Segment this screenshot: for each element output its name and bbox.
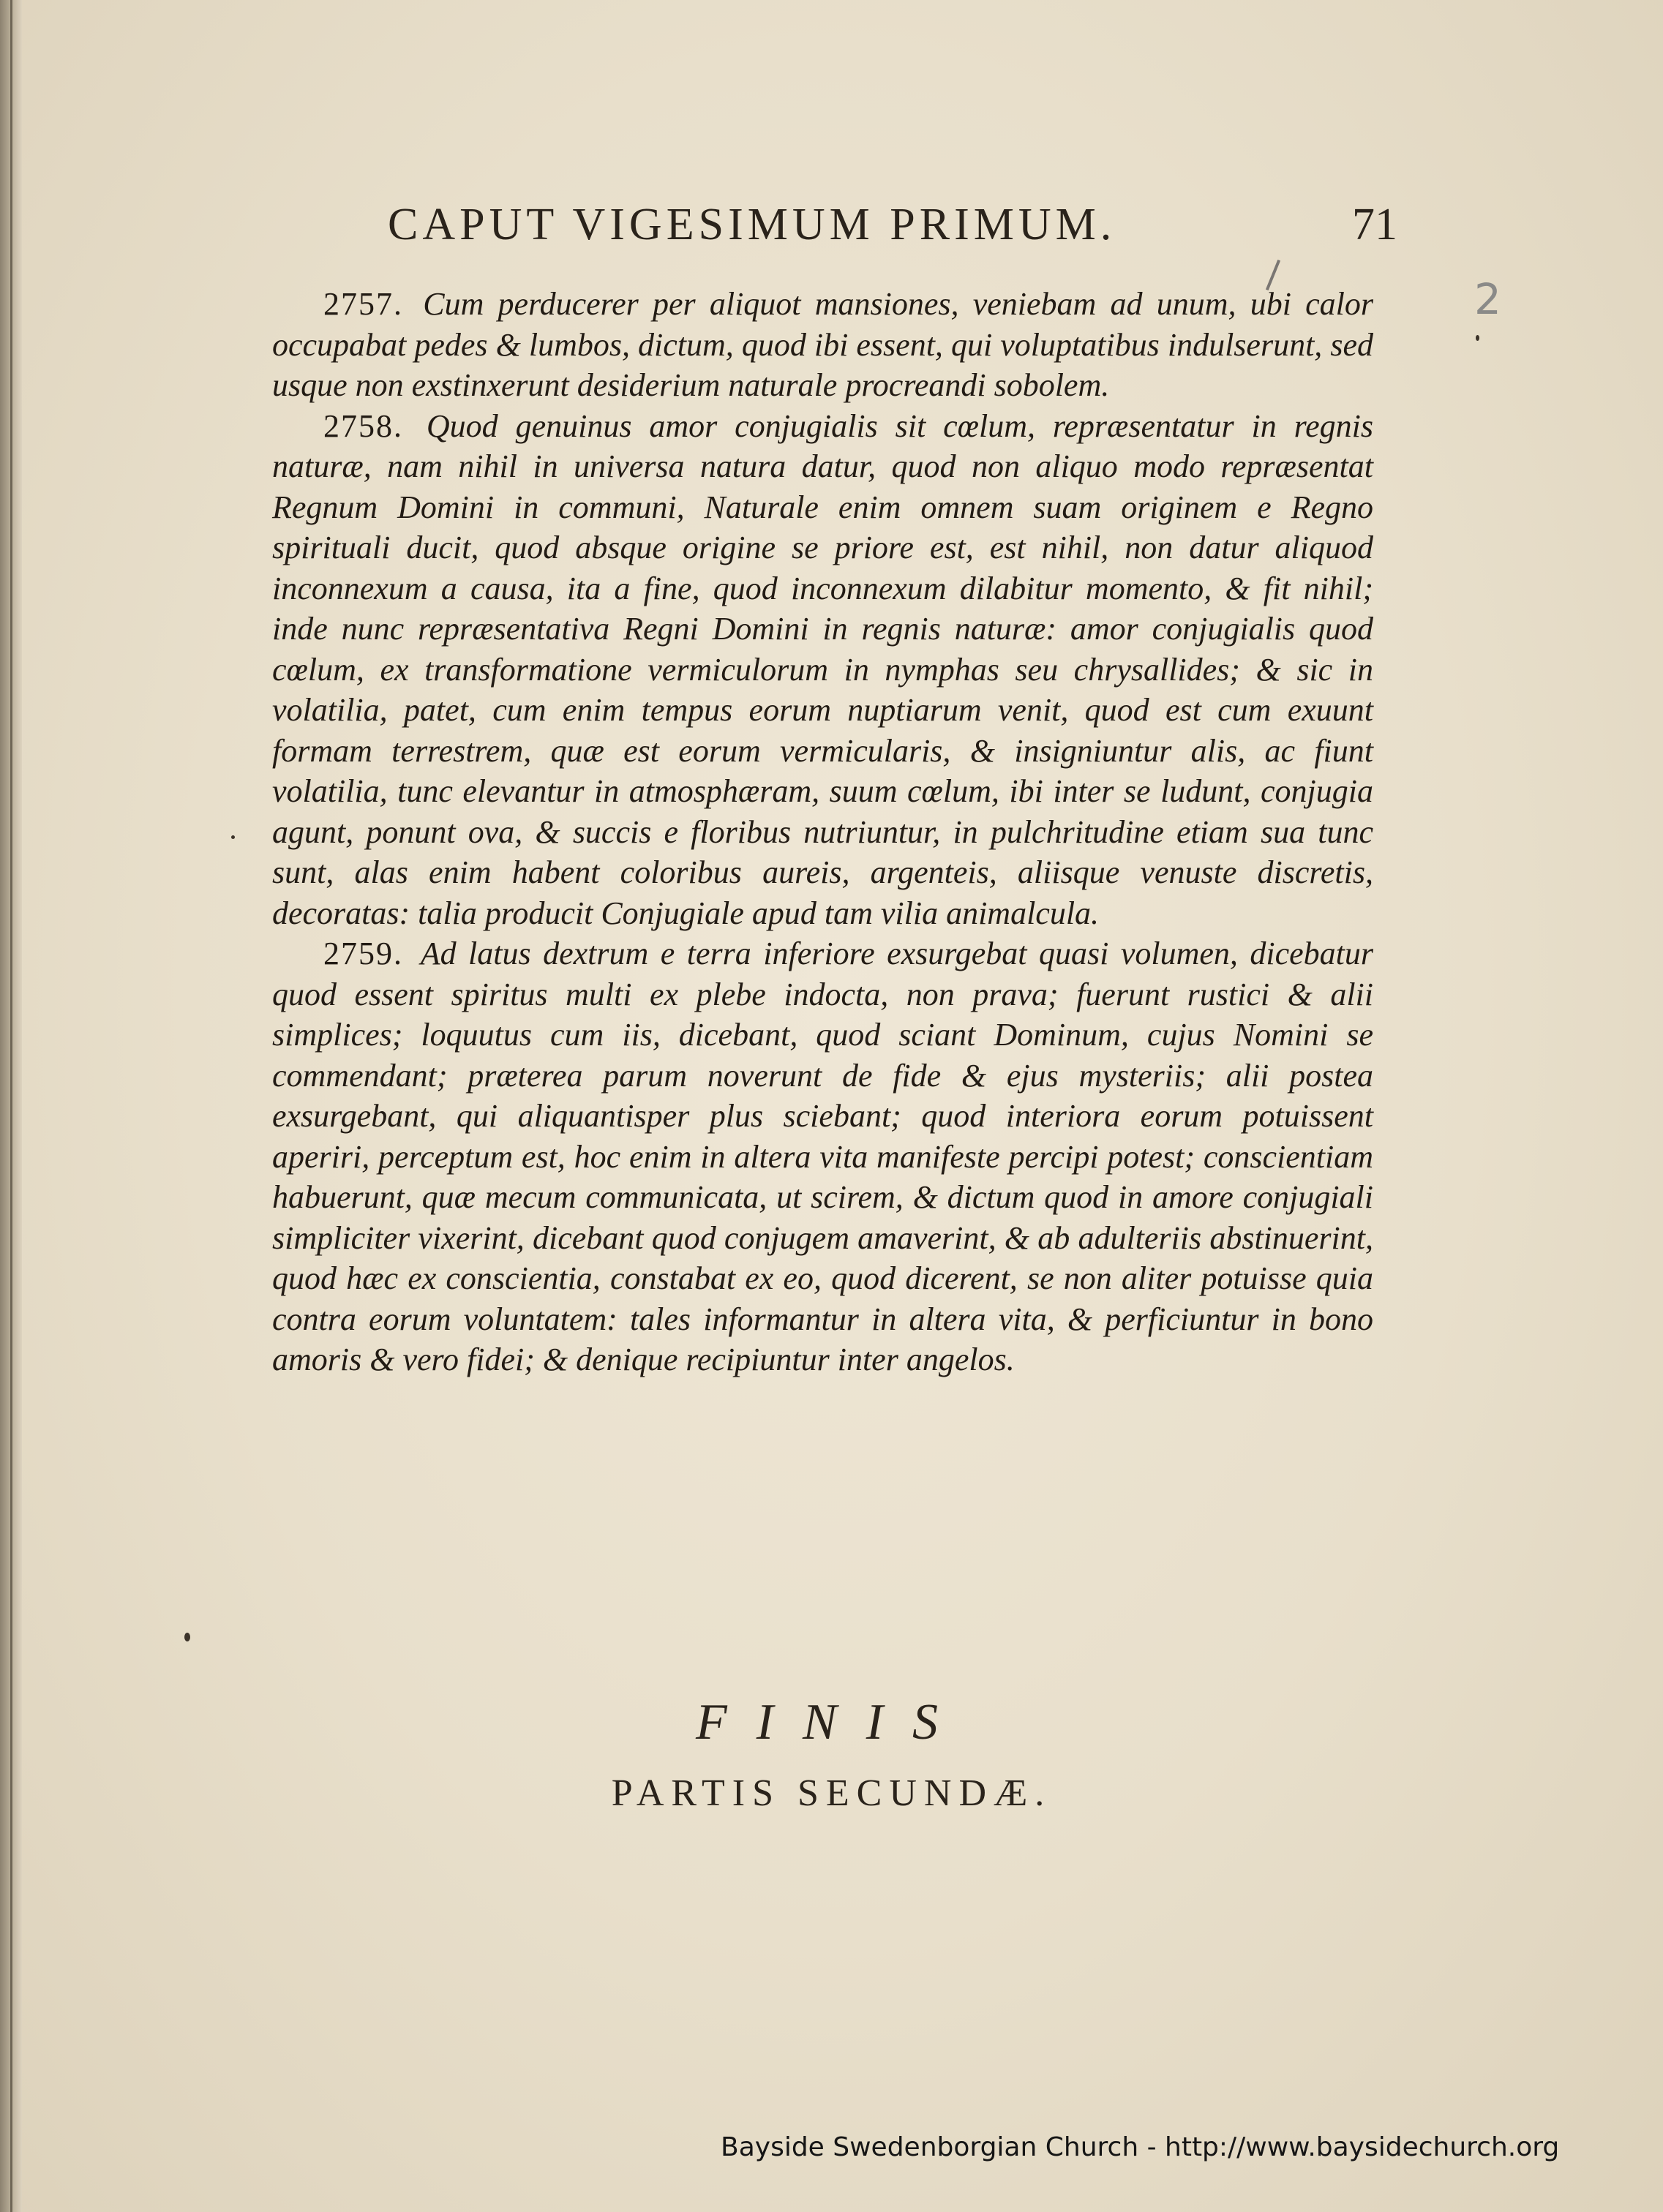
paragraph-text: Quod genuinus amor conjugialis sit cœlum, repræsentatur in regnis naturæ, nam nihil in universa natura datur, quod non aliquo modo repræsentat Regnum Domini in communi, Naturale enim omnem suam originem e Regno spirituali ducit, quod absque origine se priore est, est nihil, non datur aliquod inconnexum a causa, ita a fine, quod inconnexum dilabitur momento, & fit nihil; inde nunc repræsentativa Regni Domini in regnis naturæ: amor conjugialis quod cœlum, ex transformatione vermiculorum in nymphas seu chrysallides; & sic in volatilia, patet, cum enim tempus eorum nuptiarum venit, quod est cum exuunt formam terrestrem, quæ est eorum vermicularis, & insigniuntur alis, ac fiunt volatilia, tunc elevantur in atmosphæram, suum cœlum, ibi inter se ludunt, conjugia agunt, ponunt ova, & succis e floribus nutriuntur, in pulchritudine etiam sua tunc sunt, alas enim habent coloribus aureis, argenteis, aliisque venuste discretis, decoratas: talia producit Conjugiale apud tam vilia animalcula. <box>272 407 1373 931</box>
page-number: 71 <box>1352 200 1397 249</box>
paragraph-2759 <box>272 933 1373 1380</box>
paragraph-number: 2757. <box>323 286 403 322</box>
pencil-annotation: 2 <box>1474 274 1501 324</box>
paragraph-2758 <box>272 406 1373 934</box>
paragraph-number: 2759. <box>323 936 403 971</box>
ink-speck <box>231 835 235 839</box>
page-header <box>388 199 1397 265</box>
paragraph-text: Ad latus dextrum e terra inferiore exsurgebat quasi volumen, dicebatur quod essent spiritus multi ex plebe indocta, non prava; fuerunt rustici & alii simplices; loquutus cum iis, dicebant, quod sciant Dominum, cujus Nomini se commendant; præterea parum noverunt de fide & ejus mysteriis; alii postea exsurgebant, qui aliquantisper plus sciebant; quod interiora eorum potuissent aperiri, perceptum est, hoc enim in altera vita manifeste percipi potest; conscientiam habuerunt, quæ mecum communicata, ut scirem, & dictum quod in amore conjugiali simpliciter vixerint, dicebant quod conjugem amaverint, & ab adulteriis abstinuerint, quod hæc ex conscientia, constabat ex eo, quod dicerent, se non aliter potuisse quia contra eorum voluntatem: tales informantur in altera vita, & perficiuntur in bono amoris & vero fidei; & denique recipiuntur inter angelos. <box>272 936 1373 1377</box>
running-title: CAPUT VIGESIMUM PRIMUM. <box>388 200 1116 249</box>
paragraph-2757 <box>272 284 1373 406</box>
paragraph-number: 2758. <box>323 407 403 444</box>
body-text <box>272 284 1373 1380</box>
paragraph-text: Cum perducerer per aliquot mansiones, veniebam ad unum, ubi calor occupabat pedes & lumbos, dictum, quod ibi essent, qui voluptatibus indulserunt, sed usque non exstinxerunt desiderium naturale procreandi sobolem. <box>272 286 1373 403</box>
watermark-credit: Bayside Swedenborgian Church - http://www.baysidechurch.org <box>721 2132 1560 2162</box>
part-end-heading: PARTIS SECUNDÆ. <box>611 1772 1052 1814</box>
ink-speck <box>184 1633 190 1641</box>
ink-speck <box>1476 335 1479 341</box>
spine-edge <box>10 0 12 2212</box>
finis-heading: FINIS <box>695 1694 968 1750</box>
